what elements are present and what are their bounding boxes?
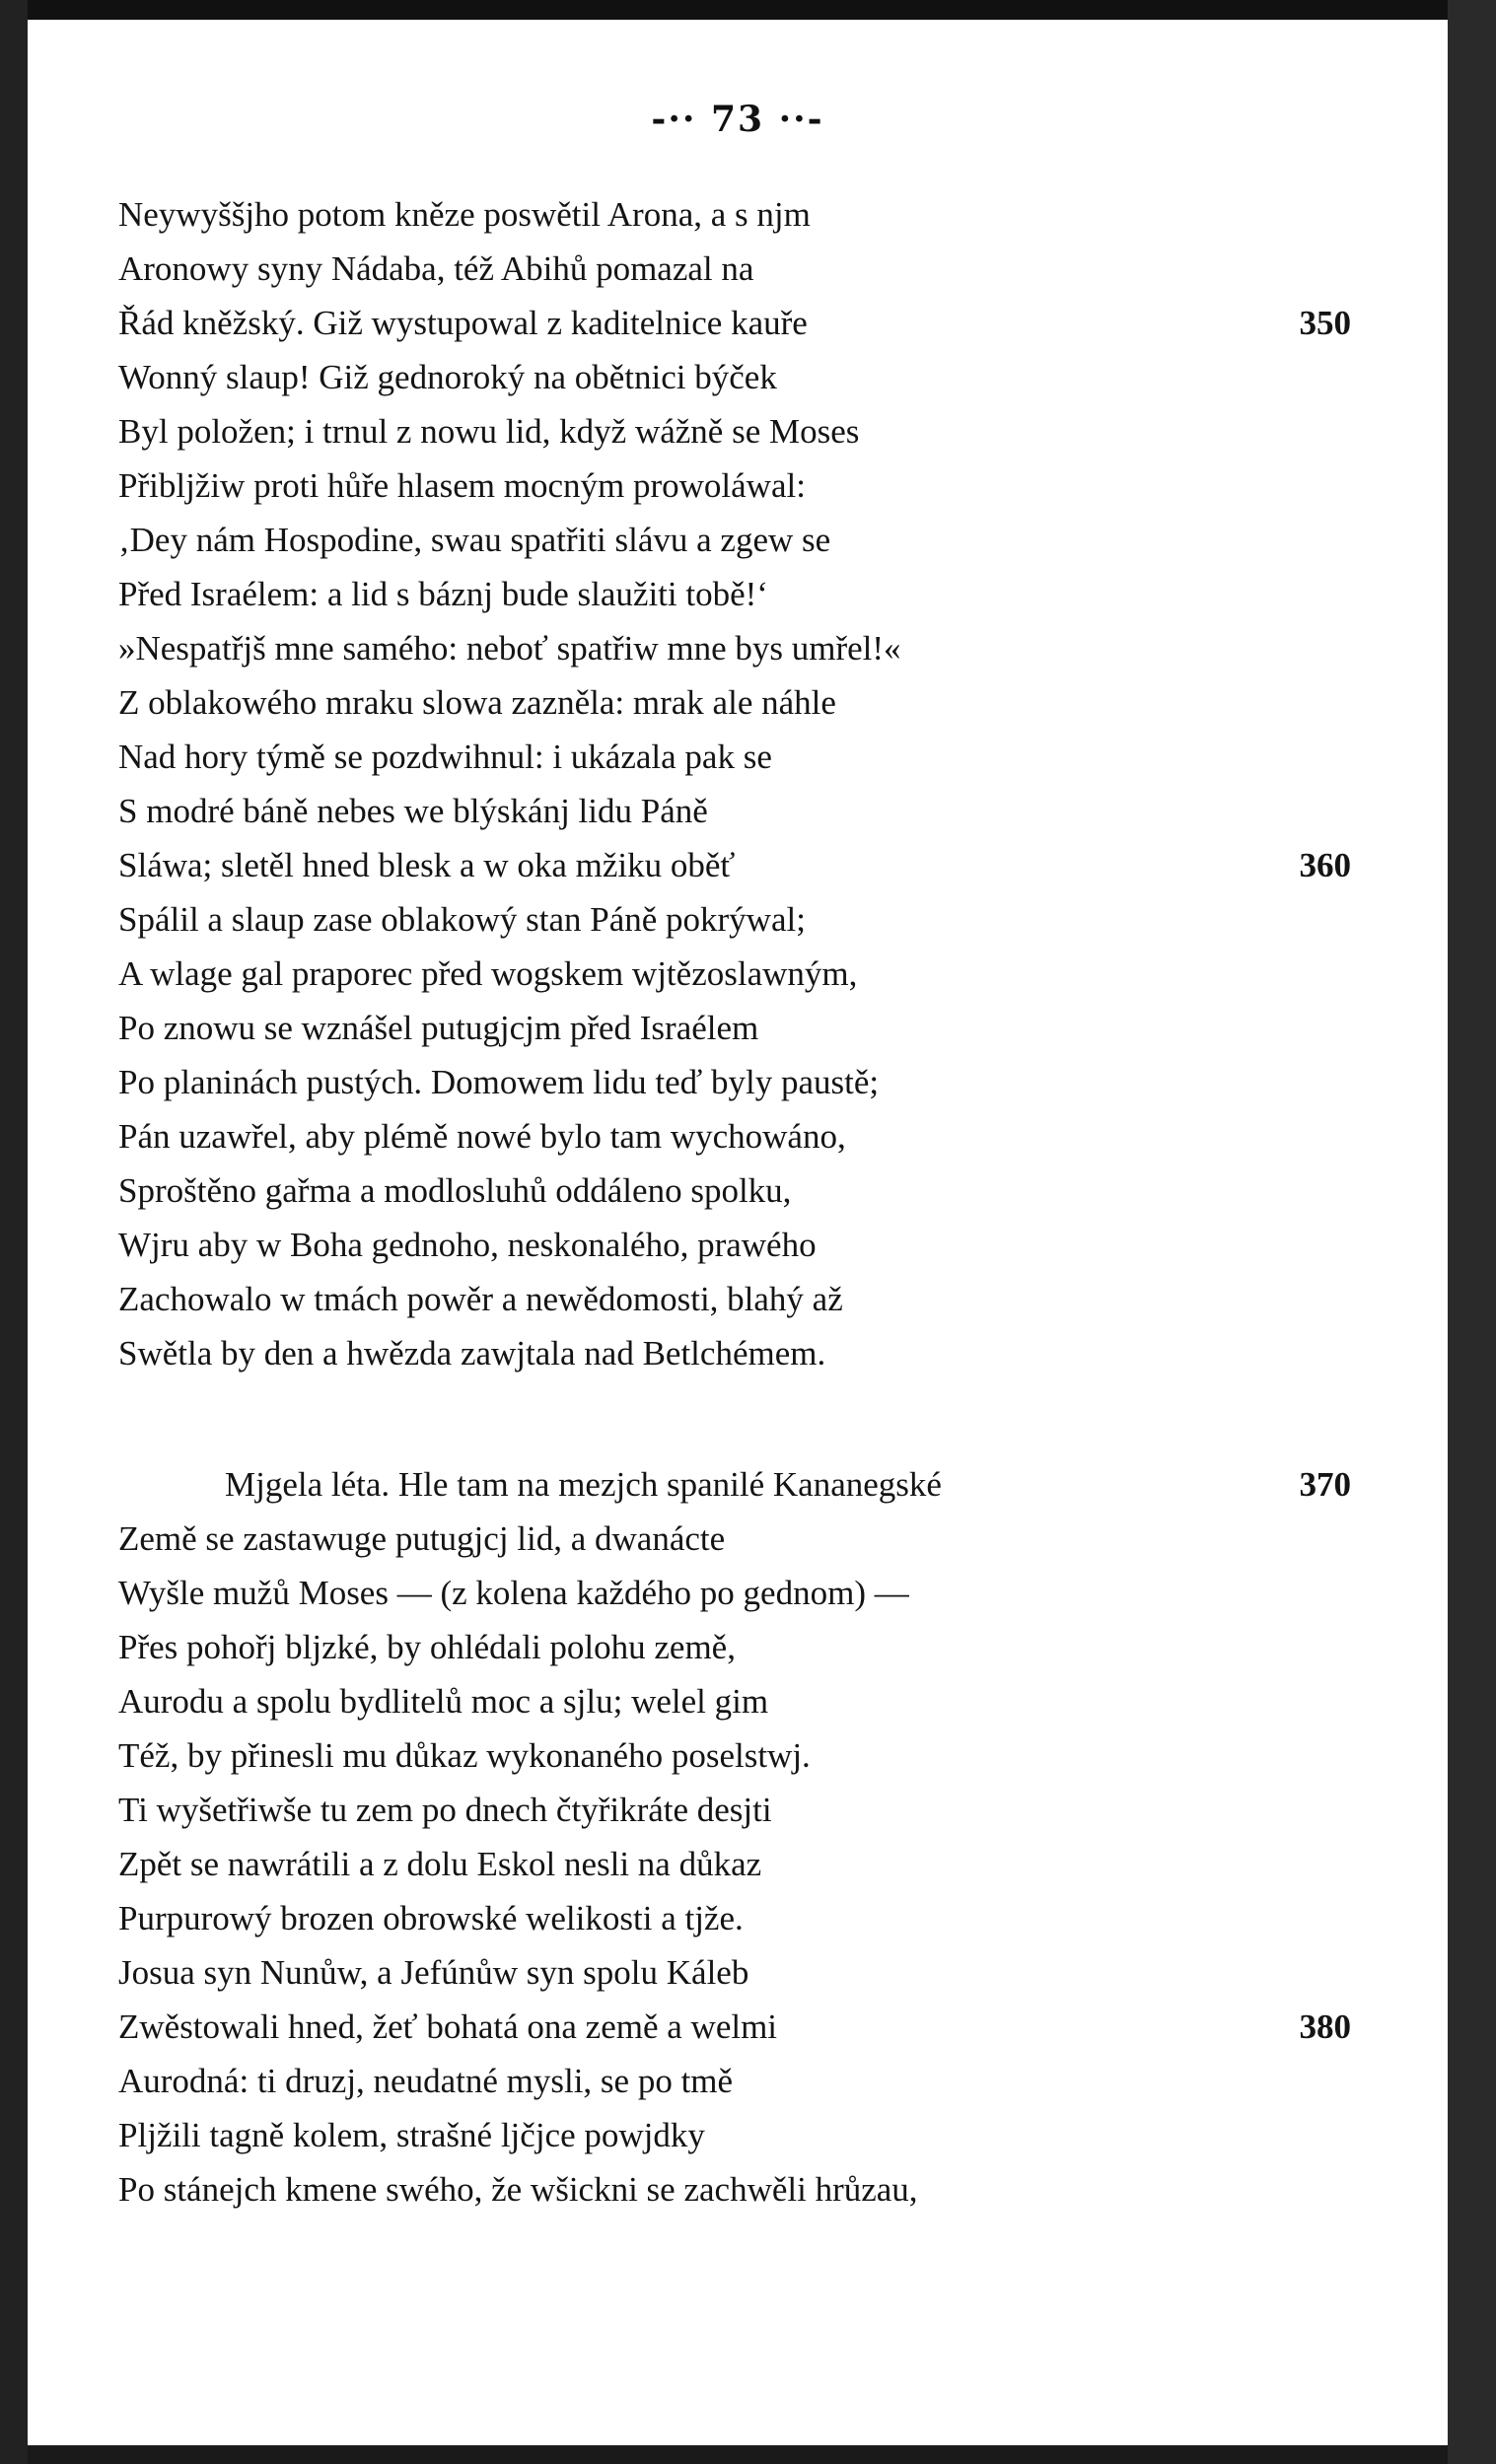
poem-line xyxy=(118,1512,1351,1566)
poem-line xyxy=(118,404,1351,458)
line-number: 370 xyxy=(1299,1465,1351,1504)
poem-line-text: Zwěstowali hned, žeť bohatá ona země a welmi xyxy=(118,2007,778,2046)
poem-line-text: ‚Dey nám Hospodine, swau spatřiti slávu a zgew se xyxy=(118,521,831,559)
poem-line xyxy=(118,242,1351,296)
poem-line xyxy=(118,567,1351,621)
poem-line xyxy=(118,675,1351,730)
poem-line-text: Po znowu se wznášel putugjcjm před Israélem xyxy=(118,1009,759,1047)
poem-line xyxy=(118,513,1351,567)
poem-line-text: Swětla by den a hwězda zawjtala nad Betlchémem. xyxy=(118,1334,826,1373)
poem-line xyxy=(118,1891,1351,1945)
stanza-1 xyxy=(118,187,1351,1380)
poem-line-text: »Nespatřjš mne samého: neboť spatřiw mne bys umřel!« xyxy=(118,629,901,668)
poem-line xyxy=(118,1055,1351,1109)
poem-line-text: Byl položen; i trnul z nowu lid, když wážně se Moses xyxy=(118,412,860,451)
scan-border-right xyxy=(1448,0,1496,2464)
scan-border-left xyxy=(0,0,28,2464)
line-number: 350 xyxy=(1299,304,1351,342)
poem-line xyxy=(118,458,1351,513)
poem-line xyxy=(118,1109,1351,1163)
poem-line-text: Aronowy syny Nádaba, též Abihů pomazal na xyxy=(118,249,754,288)
poem-line xyxy=(118,838,1351,892)
poem-line-text: Wonný slaup! Giž gednoroký na obětnici býček xyxy=(118,358,777,396)
poem-line xyxy=(118,1326,1351,1380)
poem-line xyxy=(118,2108,1351,2162)
poem-line-text: Wyšle mužů Moses — (z kolena každého po gednom) — xyxy=(118,1574,909,1612)
poem-line xyxy=(118,296,1351,350)
poem-line xyxy=(118,1620,1351,1674)
poem-line-text: Sláwa; sletěl hned blesk a w oka mžiku oběť xyxy=(118,846,736,884)
poem-line xyxy=(118,1783,1351,1837)
poem-line-text: Nad hory týmě se pozdwihnul: i ukázala pak se xyxy=(118,738,772,776)
poem-line xyxy=(118,350,1351,404)
poem-line xyxy=(118,892,1351,947)
poem-line-text: Země se zastawuge putugjcj lid, a dwanácte xyxy=(118,1519,726,1558)
poem-line-text: Aurodná: ti druzj, neudatné mysli, se po tmě xyxy=(118,2062,734,2100)
line-number: 360 xyxy=(1299,846,1351,884)
poem-line-text: Z oblakowého mraku slowa zazněla: mrak ale náhle xyxy=(118,683,836,722)
poem-line-text: Wjru aby w Boha gednoho, neskonalého, prawého xyxy=(118,1226,817,1264)
poem-line-text: Přibljžiw proti hůře hlasem mocným prowoláwal: xyxy=(118,466,806,505)
page-number-header: -·· 73 ··- xyxy=(651,99,824,140)
poem-line-text: Sproštěno gařma a modlosluhů oddáleno spolku, xyxy=(118,1171,792,1210)
poem-line-text: Též, by přinesli mu důkaz wykonaného poselstwj. xyxy=(118,1736,811,1775)
poem-line xyxy=(118,2162,1351,2217)
poem-line-text: Zachowalo w tmách powěr a newědomosti, blahý až xyxy=(118,1280,843,1318)
poem-line-text: Aurodu a spolu bydlitelů moc a sjlu; welel gim xyxy=(118,1682,769,1721)
poem-line xyxy=(118,621,1351,675)
line-number: 380 xyxy=(1299,2007,1351,2046)
poem-line-text: Purpurowý brozen obrowské welikosti a tjže. xyxy=(118,1899,744,1937)
poem-line xyxy=(118,1728,1351,1783)
poem-line xyxy=(118,1837,1351,1891)
poem-line-text: Po stánejch kmene swého, že wšickni se zachwěli hrůzau, xyxy=(118,2170,918,2209)
poem-line xyxy=(118,1218,1351,1272)
poem-line xyxy=(118,947,1351,1001)
scan-border-top xyxy=(0,0,1496,20)
poem-line-text: Josua syn Nunůw, a Jefúnůw syn spolu Káleb xyxy=(118,1953,749,1992)
poem-line xyxy=(118,1674,1351,1728)
stanza-2 xyxy=(118,1457,1351,2217)
poem-line xyxy=(118,187,1351,242)
poem-line xyxy=(118,2000,1351,2054)
poem-line-text: Řád kněžský. Giž wystupowal z kaditelnice kauře xyxy=(118,304,808,342)
poem-line-text: Po planinách pustých. Domowem lidu teď byly paustě; xyxy=(118,1063,880,1101)
poem-line-text: Mjgela léta. Hle tam na mezjch spanilé Kananegské xyxy=(225,1465,942,1504)
poem-line xyxy=(118,2054,1351,2108)
poem-line xyxy=(118,784,1351,838)
poem-line-text: Pljžili tagně kolem, strašné ljčjce powjdky xyxy=(118,2116,705,2154)
poem-line-text: Ti wyšetřiwše tu zem po dnech čtyřikráte desjti xyxy=(118,1791,772,1829)
poem-line-text: Spálil a slaup zase oblakowý stan Páně pokrýwal; xyxy=(118,900,806,939)
poem-line xyxy=(118,730,1351,784)
poem-line xyxy=(118,1566,1351,1620)
poem-line xyxy=(118,1001,1351,1055)
book-page xyxy=(28,20,1448,2445)
poem-line xyxy=(118,1457,1351,1512)
poem-line-text: Zpět se nawrátili a z dolu Eskol nesli na důkaz xyxy=(118,1845,762,1883)
poem-line-text: Přes pohořj bljzké, by ohlédali polohu země, xyxy=(118,1628,736,1666)
poem-line-text: S modré báně nebes we blýskánj lidu Páně xyxy=(118,792,708,830)
poem-line-text: Pán uzawřel, aby plémě nowé bylo tam wychowáno, xyxy=(118,1117,846,1156)
poem-line-text: Před Israélem: a lid s báznj bude slaužiti tobě!‘ xyxy=(118,575,768,613)
poem-line-text: A wlage gal praporec před wogskem wjtězoslawným, xyxy=(118,954,858,993)
poem-line xyxy=(118,1163,1351,1218)
poem-line xyxy=(118,1272,1351,1326)
poem-line xyxy=(118,1945,1351,2000)
poem-line-text: Neywyššjho potom kněze poswětil Arona, a s njm xyxy=(118,195,811,234)
